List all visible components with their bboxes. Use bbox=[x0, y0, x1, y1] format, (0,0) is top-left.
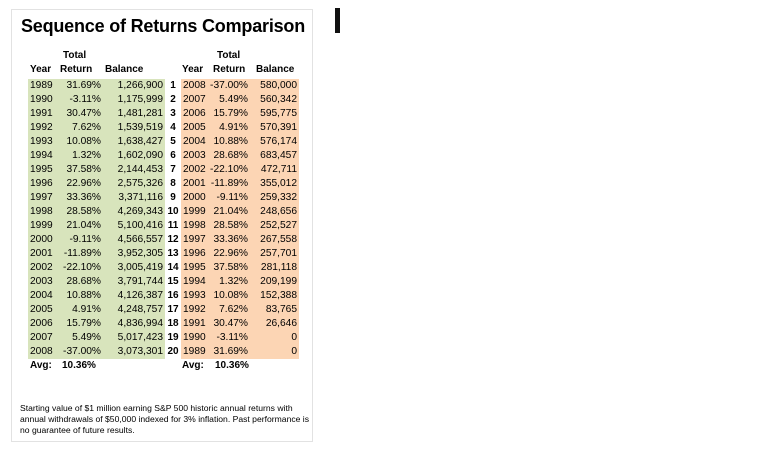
left-avg-value: 10.36% bbox=[62, 360, 96, 371]
year-cell: 2000 bbox=[183, 192, 206, 203]
balance-cell: 355,012 bbox=[260, 178, 297, 189]
balance-cell: 1,481,281 bbox=[117, 108, 163, 119]
balance-cell: 570,391 bbox=[260, 122, 297, 133]
return-cell: -3.11% bbox=[69, 94, 101, 105]
left-avg-label: Avg: bbox=[30, 360, 52, 371]
return-cell: 33.36% bbox=[213, 234, 248, 245]
year-cell: 2004 bbox=[183, 136, 206, 147]
year-cell: 2001 bbox=[183, 178, 206, 189]
year-cell: 1993 bbox=[183, 290, 206, 301]
balance-cell: 4,566,557 bbox=[117, 234, 163, 245]
left-header-year: Year bbox=[30, 64, 52, 75]
year-cell: 2006 bbox=[183, 108, 206, 119]
return-cell: -37.00% bbox=[63, 346, 101, 357]
return-cell: 21.04% bbox=[66, 220, 101, 231]
return-cell: -22.10% bbox=[210, 164, 248, 175]
table-row bbox=[28, 303, 165, 317]
table-row bbox=[181, 191, 299, 205]
table-row bbox=[28, 233, 165, 247]
year-cell: 1992 bbox=[30, 122, 53, 133]
balance-cell: 252,527 bbox=[260, 220, 297, 231]
return-cell: 7.62% bbox=[219, 304, 248, 315]
year-cell: 1990 bbox=[183, 332, 206, 343]
year-cell: 2003 bbox=[183, 150, 206, 161]
left-header-return: Return bbox=[60, 64, 93, 75]
year-cell: 2001 bbox=[30, 248, 53, 259]
year-cell: 1996 bbox=[30, 178, 53, 189]
return-cell: 10.08% bbox=[66, 136, 101, 147]
return-cell: 30.47% bbox=[213, 318, 248, 329]
year-cell: 1997 bbox=[183, 234, 206, 245]
return-cell: 15.79% bbox=[66, 318, 101, 329]
return-cell: 22.96% bbox=[213, 248, 248, 259]
year-cell: 2007 bbox=[183, 94, 206, 105]
return-cell: -11.89% bbox=[63, 248, 101, 259]
table-row bbox=[28, 135, 165, 149]
year-cell: 2000 bbox=[30, 234, 53, 245]
balance-cell: 5,100,416 bbox=[117, 220, 163, 231]
table-row bbox=[28, 107, 165, 121]
table-row bbox=[181, 177, 299, 191]
table-row bbox=[28, 331, 165, 345]
table-row bbox=[181, 303, 299, 317]
balance-cell: 3,073,301 bbox=[117, 346, 163, 357]
table-row bbox=[181, 163, 299, 177]
return-cell: 5.49% bbox=[219, 94, 248, 105]
return-cell: 4.91% bbox=[219, 122, 248, 133]
balance-cell: 576,174 bbox=[260, 136, 297, 147]
year-cell: 1997 bbox=[30, 192, 53, 203]
balance-cell: 1,602,090 bbox=[117, 150, 163, 161]
sequence-number: 5 bbox=[170, 136, 176, 147]
sequence-number: 20 bbox=[167, 346, 179, 357]
balance-cell: 595,775 bbox=[260, 108, 297, 119]
sequence-number: 12 bbox=[167, 234, 179, 245]
table-row bbox=[181, 331, 299, 345]
left-header-total: Total bbox=[63, 50, 87, 61]
balance-cell: 2,144,453 bbox=[117, 164, 163, 175]
table-row bbox=[28, 317, 165, 331]
table-row bbox=[28, 163, 165, 177]
balance-cell: 267,558 bbox=[260, 234, 297, 245]
table-row bbox=[28, 247, 165, 261]
return-cell: 31.69% bbox=[66, 80, 101, 91]
year-cell: 1990 bbox=[30, 94, 53, 105]
year-cell: 1994 bbox=[183, 276, 206, 287]
balance-cell: 560,342 bbox=[260, 94, 297, 105]
year-cell: 1994 bbox=[30, 150, 53, 161]
table-row bbox=[28, 219, 165, 233]
sequence-number: 4 bbox=[170, 122, 176, 133]
balance-cell: 4,248,757 bbox=[117, 304, 163, 315]
right-header-total: Total bbox=[217, 50, 241, 61]
year-cell: 2002 bbox=[183, 164, 206, 175]
table-row bbox=[28, 93, 165, 107]
text-cursor-icon bbox=[335, 8, 340, 33]
table-row bbox=[181, 261, 299, 275]
return-cell: 30.47% bbox=[66, 108, 101, 119]
page-title: Sequence of Returns Comparison bbox=[20, 16, 306, 36]
return-cell: -22.10% bbox=[63, 262, 101, 273]
return-cell: 10.88% bbox=[66, 290, 101, 301]
return-cell: 10.88% bbox=[213, 136, 248, 147]
balance-cell: 3,791,744 bbox=[117, 276, 163, 287]
left-header-balance: Balance bbox=[105, 64, 144, 75]
sequence-number: 18 bbox=[167, 318, 179, 329]
return-cell: 28.58% bbox=[66, 206, 101, 217]
balance-cell: 1,539,519 bbox=[117, 122, 163, 133]
right-header-return: Return bbox=[213, 64, 246, 75]
year-cell: 2004 bbox=[30, 290, 53, 301]
return-cell: 22.96% bbox=[66, 178, 101, 189]
sequence-number: 11 bbox=[167, 220, 179, 231]
right-avg-value: 10.36% bbox=[215, 360, 249, 371]
return-cell: -11.89% bbox=[210, 178, 248, 189]
sequence-number: 1 bbox=[170, 80, 176, 91]
return-cell: -3.11% bbox=[216, 332, 248, 343]
balance-cell: 0 bbox=[291, 346, 297, 357]
year-cell: 1999 bbox=[183, 206, 206, 217]
right-avg-label: Avg: bbox=[182, 360, 204, 371]
sequence-number: 17 bbox=[167, 304, 179, 315]
balance-cell: 1,638,427 bbox=[117, 136, 163, 147]
balance-cell: 248,656 bbox=[260, 206, 297, 217]
sequence-number: 19 bbox=[167, 332, 179, 343]
year-cell: 1999 bbox=[30, 220, 53, 231]
balance-cell: 1,266,900 bbox=[117, 80, 163, 91]
sequence-number: 2 bbox=[170, 94, 176, 105]
balance-cell: 5,017,423 bbox=[117, 332, 163, 343]
year-cell: 2006 bbox=[30, 318, 53, 329]
left-returns-table bbox=[28, 79, 165, 359]
table-row bbox=[28, 121, 165, 135]
table-row bbox=[28, 261, 165, 275]
balance-cell: 0 bbox=[291, 332, 297, 343]
table-row bbox=[28, 345, 165, 359]
balance-cell: 257,701 bbox=[260, 248, 297, 259]
sequence-number: 9 bbox=[170, 192, 176, 203]
table-row bbox=[181, 317, 299, 331]
balance-cell: 1,175,999 bbox=[117, 94, 163, 105]
year-cell: 1995 bbox=[183, 262, 206, 273]
return-cell: -9.11% bbox=[69, 234, 101, 245]
sequence-number: 6 bbox=[170, 150, 176, 161]
sequence-number: 8 bbox=[170, 178, 176, 189]
table-row bbox=[181, 289, 299, 303]
return-cell: 31.69% bbox=[213, 346, 248, 357]
table-row bbox=[181, 107, 299, 121]
year-cell: 1991 bbox=[183, 318, 206, 329]
year-cell: 2002 bbox=[30, 262, 53, 273]
right-header-balance: Balance bbox=[256, 64, 295, 75]
year-cell: 1989 bbox=[183, 346, 206, 357]
year-cell: 2003 bbox=[30, 276, 53, 287]
right-header-year: Year bbox=[182, 64, 204, 75]
return-cell: 28.68% bbox=[213, 150, 248, 161]
return-cell: 28.58% bbox=[213, 220, 248, 231]
table-row bbox=[28, 149, 165, 163]
year-cell: 1996 bbox=[183, 248, 206, 259]
footnote: Starting value of $1 million earning S&P 500 historic annual returns with annual withdrawals of $50,000 indexed for 3% inflation. Past performance is no guarantee of future results. bbox=[20, 403, 310, 435]
return-cell: 7.62% bbox=[72, 122, 101, 133]
return-cell: 4.91% bbox=[72, 304, 101, 315]
year-cell: 1998 bbox=[30, 206, 53, 217]
balance-cell: 3,952,305 bbox=[117, 248, 163, 259]
table-row bbox=[28, 289, 165, 303]
balance-cell: 83,765 bbox=[265, 304, 297, 315]
table-row bbox=[181, 135, 299, 149]
year-cell: 1991 bbox=[30, 108, 53, 119]
table-row bbox=[28, 177, 165, 191]
year-cell: 2008 bbox=[30, 346, 53, 357]
year-cell: 2005 bbox=[183, 122, 206, 133]
year-cell: 1993 bbox=[30, 136, 53, 147]
year-cell: 1998 bbox=[183, 220, 206, 231]
return-cell: 10.08% bbox=[213, 290, 248, 301]
sequence-number: 10 bbox=[167, 206, 179, 217]
balance-cell: 580,000 bbox=[260, 80, 297, 91]
balance-cell: 4,269,343 bbox=[117, 206, 163, 217]
table-row bbox=[28, 191, 165, 205]
return-cell: 33.36% bbox=[66, 192, 101, 203]
table-row bbox=[181, 79, 299, 93]
balance-cell: 3,005,419 bbox=[117, 262, 163, 273]
balance-cell: 281,118 bbox=[260, 262, 297, 273]
balance-cell: 2,575,326 bbox=[117, 178, 163, 189]
return-cell: 5.49% bbox=[72, 332, 101, 343]
balance-cell: 209,199 bbox=[260, 276, 297, 287]
table-row bbox=[28, 275, 165, 289]
sequence-number: 7 bbox=[170, 164, 176, 175]
returns-comparison-card bbox=[11, 9, 313, 442]
sequence-number: 15 bbox=[167, 276, 179, 287]
sequence-number: 3 bbox=[170, 108, 176, 119]
balance-cell: 683,457 bbox=[260, 150, 297, 161]
balance-cell: 3,371,116 bbox=[118, 192, 163, 203]
table-row bbox=[181, 345, 299, 359]
return-cell: 1.32% bbox=[219, 276, 248, 287]
balance-cell: 4,126,387 bbox=[117, 290, 163, 301]
sequence-number: 14 bbox=[167, 262, 179, 273]
table-row bbox=[181, 219, 299, 233]
return-cell: -37.00% bbox=[210, 80, 248, 91]
table-row bbox=[181, 247, 299, 261]
year-cell: 2008 bbox=[183, 80, 206, 91]
return-cell: -9.11% bbox=[216, 192, 248, 203]
sequence-number: 13 bbox=[167, 248, 179, 259]
right-returns-table bbox=[181, 79, 299, 359]
table-row bbox=[181, 275, 299, 289]
return-cell: 37.58% bbox=[213, 262, 248, 273]
sequence-index-column bbox=[165, 79, 181, 359]
balance-cell: 152,388 bbox=[260, 290, 297, 301]
table-row bbox=[181, 149, 299, 163]
table-row bbox=[181, 121, 299, 135]
balance-cell: 259,332 bbox=[260, 192, 297, 203]
year-cell: 2007 bbox=[30, 332, 53, 343]
return-cell: 1.32% bbox=[72, 150, 101, 161]
balance-cell: 4,836,994 bbox=[117, 318, 163, 329]
table-row bbox=[181, 205, 299, 219]
return-cell: 28.68% bbox=[66, 276, 101, 287]
year-cell: 2005 bbox=[30, 304, 53, 315]
year-cell: 1995 bbox=[30, 164, 53, 175]
return-cell: 37.58% bbox=[66, 164, 101, 175]
table-row bbox=[181, 233, 299, 247]
return-cell: 15.79% bbox=[213, 108, 248, 119]
table-row bbox=[181, 93, 299, 107]
return-cell: 21.04% bbox=[213, 206, 248, 217]
balance-cell: 26,646 bbox=[265, 318, 297, 329]
table-row bbox=[28, 205, 165, 219]
table-row bbox=[28, 79, 165, 93]
year-cell: 1989 bbox=[30, 80, 53, 91]
balance-cell: 472,711 bbox=[260, 164, 297, 175]
year-cell: 1992 bbox=[183, 304, 206, 315]
sequence-number: 16 bbox=[167, 290, 179, 301]
